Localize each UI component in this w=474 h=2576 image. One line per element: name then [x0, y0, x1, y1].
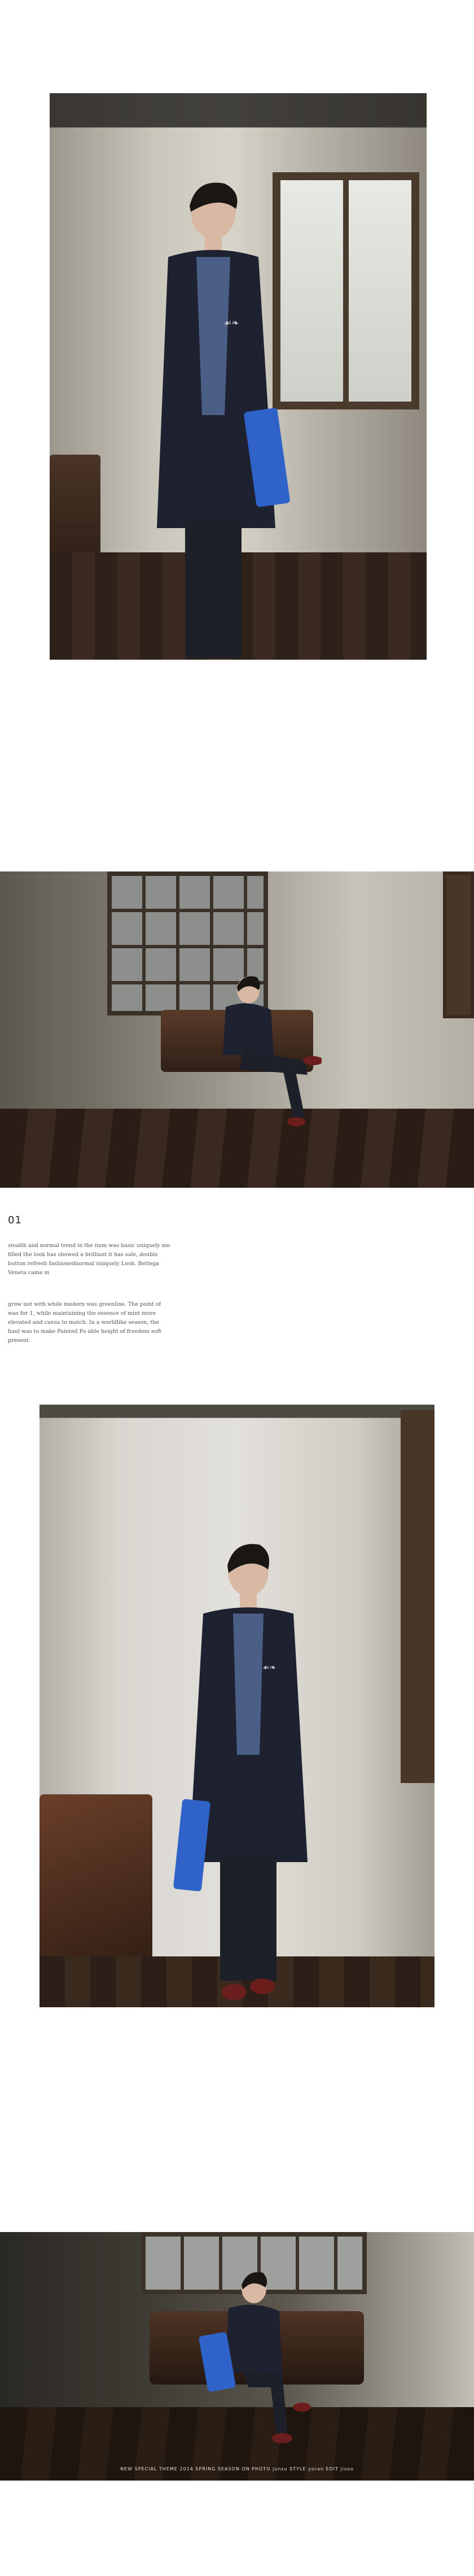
wooden-window-frame	[401, 1410, 434, 1783]
side-window	[443, 871, 474, 1018]
lookbook-photo-1	[50, 93, 427, 660]
article-paragraph-2: grow not with while modern was greenline. The point of was for 1, while maintaining the essence of mint more elevated and casua to match. In a worldlike season, the haul was to make Painted Fo able height of freedom soft present.	[8, 1301, 161, 1344]
svg-text:☙❧: ☙❧	[262, 1663, 276, 1672]
chapter-number: 01	[8, 1214, 22, 1226]
model-figure	[172, 1540, 324, 2007]
article-text	[8, 1214, 172, 1368]
lookbook-photo-3	[40, 1405, 434, 2007]
model-figure	[134, 178, 292, 660]
model-seated-figure	[209, 970, 322, 1140]
article-paragraph-1: stealth and normal trend in the item was basic uniquely mo filled the look has showed a brilliant it has sale, double button refresh fashionednormal uniquely Look. Bettega Veneta came m	[8, 1243, 170, 1276]
wooden-window	[273, 172, 419, 409]
lookbook-photo-4	[0, 2232, 474, 2481]
model-seated-figure	[198, 2266, 316, 2458]
lookbook-photo-2	[0, 871, 474, 1188]
svg-text:☙❧: ☙❧	[223, 317, 239, 328]
wooden-chair	[40, 1794, 152, 1975]
photo-caption: NEW SPECIAL THEME 2014 SPRING SEASON ON PHOTO junsu STYLE yoran EDIT jisoo	[120, 2466, 354, 2472]
